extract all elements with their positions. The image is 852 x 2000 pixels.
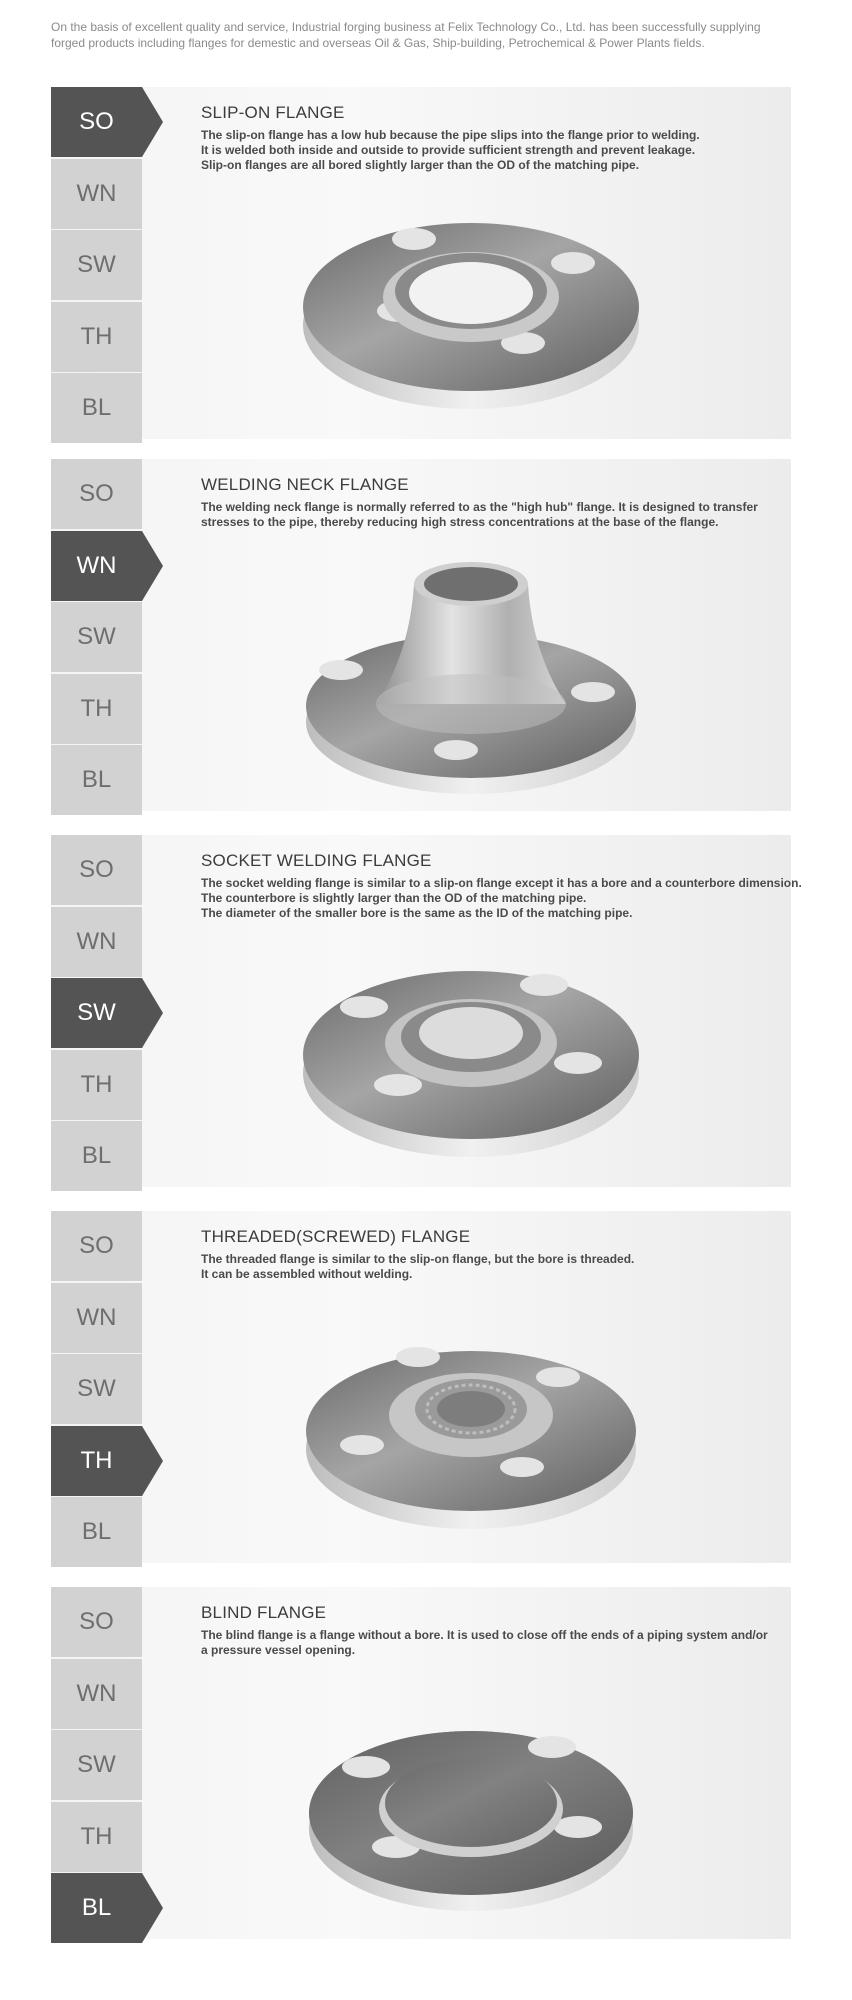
description-line: Slip-on flanges are all bored slightly larger than the OD of the matching pipe. <box>201 158 640 172</box>
tab-sw[interactable]: SW <box>51 978 142 1048</box>
description-line: The threaded flange is similar to the slip-on flange, but the bore is threaded. <box>201 1252 635 1266</box>
description-line: stresses to the pipe, thereby reducing high stress concentrations at the base of the flange. <box>201 515 719 529</box>
intro-line-2: forged products including flanges for demestic and overseas Oil & Gas, Ship-building, Petrochemical & Power Plants fields. <box>51 36 705 50</box>
description-line: It can be assembled without welding. <box>201 1267 413 1281</box>
socket-welding-flange-image <box>296 955 646 1165</box>
tab-th[interactable]: TH <box>51 674 142 744</box>
tab-wn[interactable]: WN <box>51 1659 142 1729</box>
tab-so[interactable]: SO <box>51 1587 142 1657</box>
tab-so[interactable]: SO <box>51 835 142 905</box>
tab-sw[interactable]: SW <box>51 1730 142 1800</box>
section-title: WELDING NECK FLANGE <box>201 475 409 494</box>
flange-type-tabs <box>51 459 142 811</box>
section-title: SLIP-ON FLANGE <box>201 103 345 122</box>
tab-wn[interactable]: WN <box>51 1283 142 1353</box>
tab-bl[interactable]: BL <box>51 1497 142 1567</box>
tab-th[interactable]: TH <box>51 302 142 372</box>
section-title: BLIND FLANGE <box>201 1603 327 1622</box>
tab-th[interactable]: TH <box>51 1426 142 1496</box>
tab-sw[interactable]: SW <box>51 230 142 300</box>
description-line: The counterbore is slightly larger than the OD of the matching pipe. <box>201 891 587 905</box>
flange-type-tabs <box>51 1211 142 1563</box>
welding-neck-flange-image <box>296 554 646 804</box>
section-description <box>201 1628 781 1658</box>
description-line: a pressure vessel opening. <box>201 1643 356 1657</box>
section-description <box>201 128 781 173</box>
flange-panel-blind <box>51 1587 791 1939</box>
tab-so[interactable]: SO <box>51 1211 142 1281</box>
tab-wn[interactable]: WN <box>51 159 142 229</box>
description-line: The blind flange is a flange without a bore. It is used to close off the ends of a piping system and/or <box>201 1628 768 1642</box>
tab-so[interactable]: SO <box>51 459 142 529</box>
flange-type-tabs <box>51 1587 142 1939</box>
tab-wn[interactable]: WN <box>51 907 142 977</box>
description-line: The diameter of the smaller bore is the same as the ID of the matching pipe. <box>201 906 633 920</box>
slip-on-flange-image <box>296 207 646 417</box>
description-line: The socket welding flange is similar to a slip-on flange except it has a bore and a counterbore dimension. <box>201 876 802 890</box>
section-description <box>201 876 802 921</box>
section-description <box>201 500 781 530</box>
intro-text <box>51 19 811 51</box>
blind-flange-image <box>296 1717 646 1927</box>
tab-bl[interactable]: BL <box>51 1121 142 1191</box>
tab-th[interactable]: TH <box>51 1050 142 1120</box>
section-description <box>201 1252 781 1282</box>
tab-bl[interactable]: BL <box>51 745 142 815</box>
tab-so[interactable]: SO <box>51 87 142 157</box>
flange-panel-welding-neck <box>51 459 791 811</box>
flange-panel-slip-on <box>51 87 791 439</box>
tab-th[interactable]: TH <box>51 1802 142 1872</box>
tab-bl[interactable]: BL <box>51 1873 142 1943</box>
threaded-flange-image <box>296 1331 646 1541</box>
flange-panel-threaded <box>51 1211 791 1563</box>
tab-bl[interactable]: BL <box>51 373 142 443</box>
description-line: The slip-on flange has a low hub because the pipe slips into the flange prior to welding. <box>201 128 700 142</box>
tab-sw[interactable]: SW <box>51 602 142 672</box>
description-line: The welding neck flange is normally referred to as the "high hub" flange. It is designed to transfer <box>201 500 758 514</box>
section-title: THREADED(SCREWED) FLANGE <box>201 1227 471 1246</box>
description-line: It is welded both inside and outside to provide sufficient strength and prevent leakage. <box>201 143 696 157</box>
flange-type-tabs <box>51 87 142 439</box>
flange-type-tabs <box>51 835 142 1187</box>
intro-line-1: On the basis of excellent quality and service, Industrial forging business at Felix Technology Co., Ltd. has been successfully supplying <box>51 20 761 34</box>
section-title: SOCKET WELDING FLANGE <box>201 851 432 870</box>
flange-panel-socket-welding <box>51 835 802 1187</box>
tab-sw[interactable]: SW <box>51 1354 142 1424</box>
tab-wn[interactable]: WN <box>51 531 142 601</box>
